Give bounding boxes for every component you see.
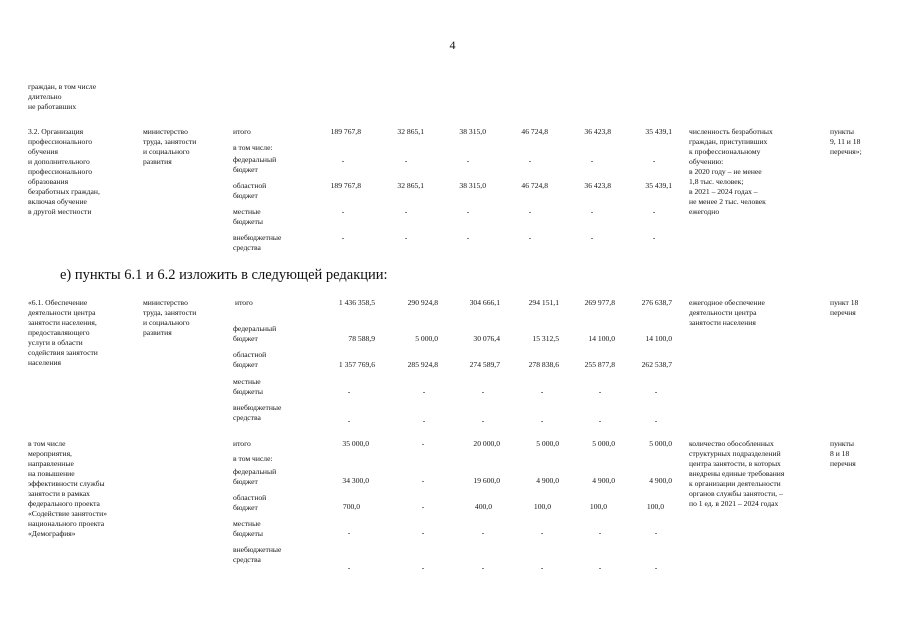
value-cell: - <box>421 502 425 511</box>
target-indicator: количество обособленных структурных подразделений центра занятости, в которых внедрены единые требования к организации деятельности органов службы занятости, – по 1 ед. в 2021 – 2024 годах <box>689 439 785 509</box>
section-heading: е) пункты 6.1 и 6.2 изложить в следующей редакции: <box>60 267 388 283</box>
value-cell: - <box>421 476 425 485</box>
value-cell: - <box>654 387 658 396</box>
value-cell: - <box>404 156 408 165</box>
value-cell: 4 900,0 <box>649 476 672 485</box>
value-cell: 100,0 <box>589 502 607 511</box>
source-extrabudget: внебюджетные средства <box>233 233 282 253</box>
value-cell: 4 900,0 <box>536 476 559 485</box>
value-cell: - <box>590 156 594 165</box>
value-cell: 100,0 <box>646 502 664 511</box>
value-cell: - <box>652 207 656 216</box>
value-cell: 5 000,0 <box>536 439 559 448</box>
measure-name: «6.1. Обеспечение деятельности центра занятости населения, предоставляющего услуги в области содействия занятости населения <box>28 298 98 368</box>
source-local: местные бюджеты <box>233 207 263 227</box>
value-cell: - <box>341 233 345 242</box>
value-cell: - <box>347 416 351 425</box>
value-cell: - <box>654 528 658 537</box>
source-extrabudget: внебюджетные средства <box>233 403 282 423</box>
value-cell: - <box>598 416 602 425</box>
value-cell: - <box>590 233 594 242</box>
page-number: 4 <box>449 38 456 52</box>
value-cell: - <box>598 528 602 537</box>
source-regional: областной бюджет <box>233 181 267 201</box>
value-cell: - <box>540 563 544 572</box>
value-cell: - <box>422 416 426 425</box>
value-cell: - <box>347 528 351 537</box>
value-cell: 36 423,8 <box>584 181 611 190</box>
value-cell: 1 357 769,6 <box>338 360 375 369</box>
value-cell: - <box>540 416 544 425</box>
value-cell: 290 924,8 <box>407 298 438 307</box>
value-cell: 1 436 358,5 <box>338 298 375 307</box>
value-cell: 189 767,8 <box>330 127 361 136</box>
list-points: пункты 8 и 18 перечня <box>830 439 856 469</box>
source-including: в том числе: <box>233 143 273 152</box>
source-regional: областной бюджет <box>233 493 267 513</box>
value-cell: 36 423,8 <box>584 127 611 136</box>
source-regional: областной бюджет <box>233 350 267 370</box>
value-cell: 262 538,7 <box>641 360 672 369</box>
source-including: в том числе: <box>233 454 273 463</box>
executor: министерство труда, занятости и социального развития <box>143 298 197 338</box>
value-cell: 38 315,0 <box>459 127 486 136</box>
value-cell: 35 000,0 <box>342 439 369 448</box>
value-cell: 20 000,0 <box>473 439 500 448</box>
value-cell: 35 439,1 <box>645 127 672 136</box>
value-cell: - <box>654 563 658 572</box>
value-cell: 32 865,1 <box>397 127 424 136</box>
value-cell: 276 638,7 <box>641 298 672 307</box>
value-cell: 4 900,0 <box>592 476 615 485</box>
source-total: итого <box>233 127 251 136</box>
value-cell: - <box>466 156 470 165</box>
source-federal: федеральный бюджет <box>233 155 277 175</box>
value-cell: 278 838,6 <box>528 360 559 369</box>
value-cell: - <box>540 528 544 537</box>
value-cell: 32 865,1 <box>397 181 424 190</box>
value-cell: 700,0 <box>342 502 360 511</box>
source-extrabudget: внебюджетные средства <box>233 545 282 565</box>
value-cell: 34 300,0 <box>342 476 369 485</box>
value-cell: 5 000,0 <box>592 439 615 448</box>
value-cell: - <box>421 563 425 572</box>
value-cell: - <box>652 233 656 242</box>
value-cell: - <box>341 207 345 216</box>
value-cell: 274 589,7 <box>469 360 500 369</box>
value-cell: - <box>421 528 425 537</box>
value-cell: - <box>466 207 470 216</box>
value-cell: - <box>481 416 485 425</box>
value-cell: 255 877,8 <box>584 360 615 369</box>
source-local: местные бюджеты <box>233 519 263 539</box>
target-indicator: численность безработных граждан, приступивших к профессиональному обучению: в 2020 году – не менее 1,8 тыс. человек; в 2021 – 2024 годах – не менее 2 тыс. человек ежегодно <box>689 127 773 217</box>
measure-name: 3.2. Организация профессионального обучения и дополнительного профессионального образования безработных граждан, включая обучение в другой местности <box>28 127 100 217</box>
value-cell: 189 767,8 <box>330 181 361 190</box>
value-cell: - <box>404 207 408 216</box>
target-indicator: ежегодное обеспечение деятельности центра занятости населения <box>689 298 765 328</box>
value-cell: - <box>421 439 425 448</box>
value-cell: - <box>652 156 656 165</box>
value-cell: 100,0 <box>533 502 551 511</box>
value-cell: 46 724,8 <box>521 127 548 136</box>
value-cell: 35 439,1 <box>645 181 672 190</box>
value-cell: 78 588,9 <box>348 334 375 343</box>
value-cell: - <box>466 233 470 242</box>
value-cell: - <box>654 416 658 425</box>
value-cell: - <box>347 563 351 572</box>
value-cell: - <box>590 207 594 216</box>
value-cell: 400,0 <box>474 502 492 511</box>
value-cell: 38 315,0 <box>459 181 486 190</box>
value-cell: - <box>347 387 351 396</box>
source-local: местные бюджеты <box>233 377 263 397</box>
value-cell: 5 000,0 <box>649 439 672 448</box>
value-cell: 269 977,8 <box>584 298 615 307</box>
value-cell: 30 076,4 <box>473 334 500 343</box>
previous-row-name-continuation: граждан, в том числе длительно не работавших <box>28 82 97 112</box>
list-points: пункты 9, 11 и 18 перечня»; <box>830 127 862 157</box>
executor: министерство труда, занятости и социального развития <box>143 127 197 167</box>
value-cell: 304 666,1 <box>469 298 500 307</box>
value-cell: - <box>528 207 532 216</box>
value-cell: - <box>481 528 485 537</box>
value-cell: - <box>528 233 532 242</box>
value-cell: - <box>422 387 426 396</box>
value-cell: - <box>540 387 544 396</box>
value-cell: - <box>481 387 485 396</box>
source-total: итого <box>233 439 251 448</box>
measure-name: в том числе мероприятия, направленные на повышение эффективности службы занятости в рамках федерального проекта «Содействие занятости» национального проекта «Демография» <box>28 439 108 539</box>
value-cell: 19 600,0 <box>473 476 500 485</box>
source-total: итого <box>235 298 253 307</box>
value-cell: 46 724,8 <box>521 181 548 190</box>
value-cell: - <box>481 563 485 572</box>
value-cell: 15 312,5 <box>532 334 559 343</box>
source-federal: федеральный бюджет <box>233 324 277 344</box>
value-cell: - <box>404 233 408 242</box>
source-federal: федеральный бюджет <box>233 467 277 487</box>
value-cell: 294 151,1 <box>528 298 559 307</box>
value-cell: 14 100,0 <box>588 334 615 343</box>
value-cell: - <box>528 156 532 165</box>
list-points: пункт 18 перечня <box>830 298 859 318</box>
value-cell: - <box>598 387 602 396</box>
value-cell: 5 000,0 <box>415 334 438 343</box>
value-cell: - <box>598 563 602 572</box>
value-cell: 14 100,0 <box>645 334 672 343</box>
value-cell: - <box>341 156 345 165</box>
value-cell: 285 924,8 <box>407 360 438 369</box>
